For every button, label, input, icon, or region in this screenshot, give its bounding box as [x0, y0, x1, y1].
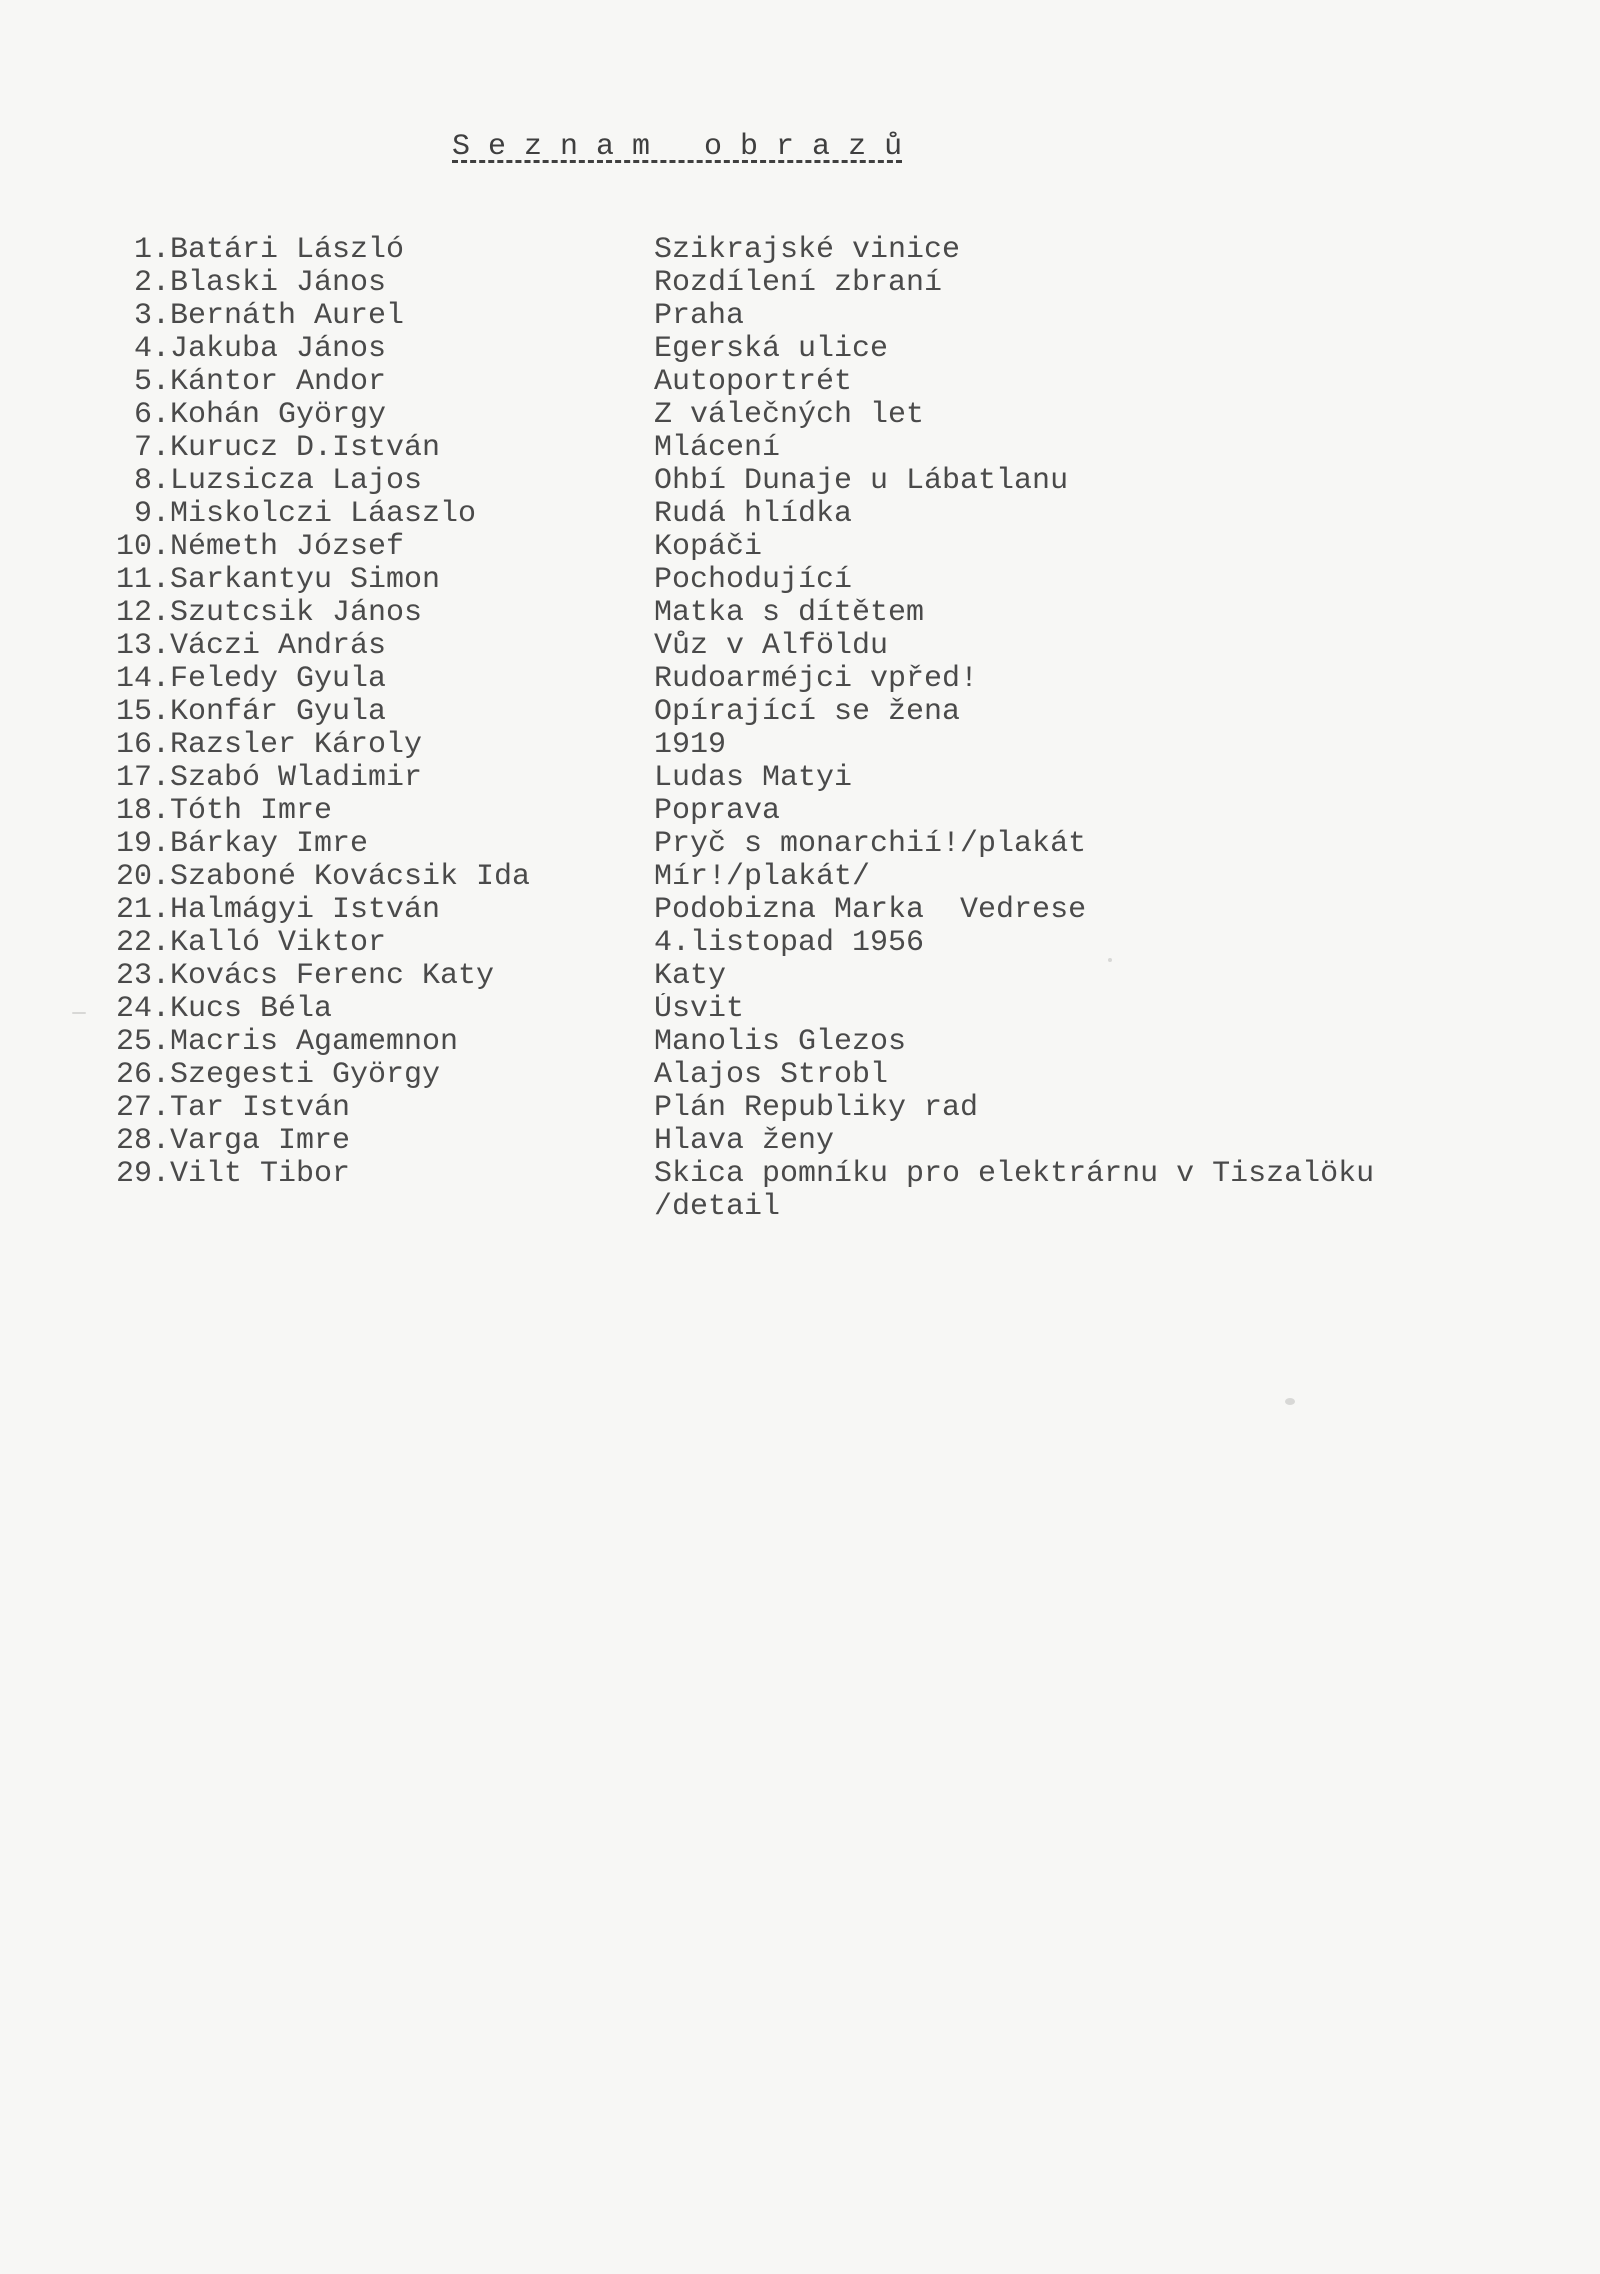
artist-name: Konfár Gyula: [170, 696, 387, 729]
artist-name: Kalló Viktor: [170, 927, 387, 960]
artist-name: Tóth Imre: [170, 795, 333, 828]
entry-number: 25.: [115, 1025, 170, 1059]
artist-name: Szaboné Kovácsik Ida: [170, 861, 531, 894]
list-item: [108, 1026, 1558, 1059]
list-item: [108, 234, 1558, 267]
artist-name: Szegesti György: [170, 1059, 441, 1092]
work-title: Praha: [654, 300, 745, 333]
artist-name: Kántor Andor: [170, 366, 387, 399]
artist-name: Kurucz D.István: [170, 432, 441, 465]
entry-number: 15.: [115, 695, 170, 729]
entry-number: 19.: [115, 827, 170, 861]
artist-name: Macris Agamemnon: [170, 1026, 459, 1059]
entry-number: 27.: [115, 1091, 170, 1125]
work-title: Opírající se žena: [654, 696, 961, 729]
list-item: [108, 531, 1558, 564]
list-item: [108, 1059, 1558, 1092]
work-title: Z válečných let: [654, 399, 925, 432]
entry-number: 16.: [115, 728, 170, 762]
list-item: [108, 894, 1558, 927]
work-title: Autoportrét: [654, 366, 853, 399]
work-title: Poprava: [654, 795, 781, 828]
artist-name: Sarkantyu Simon: [170, 564, 441, 597]
work-title: Kopáči: [654, 531, 763, 564]
paper-speck: [1108, 958, 1112, 962]
entry-number: 13.: [115, 629, 170, 663]
entry-number: 11.: [115, 563, 170, 597]
entry-number: 18.: [115, 794, 170, 828]
list-item: [108, 630, 1558, 663]
work-title: Pochodující: [654, 564, 853, 597]
work-title: Mír!/plakát/: [654, 861, 871, 894]
entry-number: 9.: [133, 497, 170, 531]
entry-number: 17.: [115, 761, 170, 795]
work-title: Rudoarméjci vpřed!: [654, 663, 979, 696]
entry-number: 7.: [133, 431, 170, 465]
entry-number: 26.: [115, 1058, 170, 1092]
artist-name: Bárkay Imre: [170, 828, 369, 861]
paper-speck: [1285, 1398, 1295, 1405]
entry-number: 10.: [115, 530, 170, 564]
list-item: [108, 960, 1558, 993]
entry-number: 14.: [115, 662, 170, 696]
page-title: S e z n a m o b r a z ů: [452, 130, 903, 164]
entry-number: 5.: [133, 365, 170, 399]
entry-number: 1.: [133, 233, 170, 267]
list-item: [108, 300, 1558, 333]
work-title: Skica pomníku pro elektrárnu v Tiszalöku: [654, 1158, 1375, 1191]
work-title: Matka s dítětem: [654, 597, 925, 630]
entry-number: 4.: [133, 332, 170, 366]
list-item: [108, 762, 1558, 795]
entry-number: 24.: [115, 992, 170, 1026]
artist-name: Kohán György: [170, 399, 387, 432]
work-title: Manolis Glezos: [654, 1026, 907, 1059]
work-title: Mlácení: [654, 432, 781, 465]
list-item: [108, 366, 1558, 399]
list-item: [108, 399, 1558, 432]
artist-name: Tar István: [170, 1092, 351, 1125]
work-title: Vůz v Alföldu: [654, 630, 889, 663]
entry-number: 3.: [133, 299, 170, 333]
entry-number: 8.: [133, 464, 170, 498]
list-item: [108, 498, 1558, 531]
work-title: Ludas Matyi: [654, 762, 853, 795]
work-title: 1919: [654, 729, 727, 762]
list-item: [108, 861, 1558, 894]
picture-list: [108, 234, 1558, 1224]
artist-name: Razsler Károly: [170, 729, 423, 762]
artist-name: Szabó Wladimir: [170, 762, 423, 795]
artist-name: Batári László: [170, 234, 405, 267]
work-title: Úsvit: [654, 993, 745, 1026]
entry-number: 21.: [115, 893, 170, 927]
list-item: [108, 729, 1558, 762]
artist-name: Jakuba János: [170, 333, 387, 366]
list-item: [108, 1092, 1558, 1125]
artist-name: Vilt Tibor: [170, 1158, 351, 1191]
entry-number: 29.: [115, 1157, 170, 1191]
artist-name: Miskolczi Láaszlo: [170, 498, 477, 531]
list-item: [108, 597, 1558, 630]
artist-name: Luzsicza Lajos: [170, 465, 423, 498]
list-item: [108, 696, 1558, 729]
artist-name: Kovács Ferenc Katy: [170, 960, 495, 993]
artist-name: Németh József: [170, 531, 405, 564]
entry-number: 22.: [115, 926, 170, 960]
work-title: Pryč s monarchií!/plakát: [654, 828, 1087, 861]
list-item: [108, 564, 1558, 597]
work-title: 4.listopad 1956: [654, 927, 925, 960]
entry-number: 28.: [115, 1124, 170, 1158]
artist-name: Blaski János: [170, 267, 387, 300]
work-title: Rudá hlídka: [654, 498, 853, 531]
entry-number: 20.: [115, 860, 170, 894]
list-item: [108, 333, 1558, 366]
list-item-continuation: [108, 1191, 1558, 1224]
list-item: [108, 267, 1558, 300]
list-item: [108, 1125, 1558, 1158]
entry-number: 23.: [115, 959, 170, 993]
entry-number: 12.: [115, 596, 170, 630]
list-item: [108, 1158, 1558, 1191]
artist-name: Feledy Gyula: [170, 663, 387, 696]
artist-name: Váczi András: [170, 630, 387, 663]
work-title: Egerská ulice: [654, 333, 889, 366]
work-title: Plán Republiky rad: [654, 1092, 979, 1125]
paper-speck: [72, 1012, 86, 1014]
list-item: [108, 663, 1558, 696]
artist-name: Halmágyi István: [170, 894, 441, 927]
work-title: Podobizna Marka Vedrese: [654, 894, 1087, 927]
list-item: [108, 432, 1558, 465]
list-item: [108, 795, 1558, 828]
artist-name: Varga Imre: [170, 1125, 351, 1158]
artist-name: Bernáth Aurel: [170, 300, 405, 333]
artist-name: Kucs Béla: [170, 993, 333, 1026]
list-item: [108, 993, 1558, 1026]
work-title-continuation: /detail: [654, 1190, 781, 1224]
artist-name: Szutcsik János: [170, 597, 423, 630]
entry-number: 2.: [133, 266, 170, 300]
list-item: [108, 465, 1558, 498]
work-title: Hlava ženy: [654, 1125, 835, 1158]
entry-number: 6.: [133, 398, 170, 432]
list-item: [108, 828, 1558, 861]
list-item: [108, 927, 1558, 960]
work-title: Katy: [654, 960, 727, 993]
work-title: Alajos Strobl: [654, 1059, 889, 1092]
work-title: Rozdílení zbraní: [654, 267, 943, 300]
work-title: Szikrajské vinice: [654, 234, 961, 267]
work-title: Ohbí Dunaje u Lábatlanu: [654, 465, 1069, 498]
